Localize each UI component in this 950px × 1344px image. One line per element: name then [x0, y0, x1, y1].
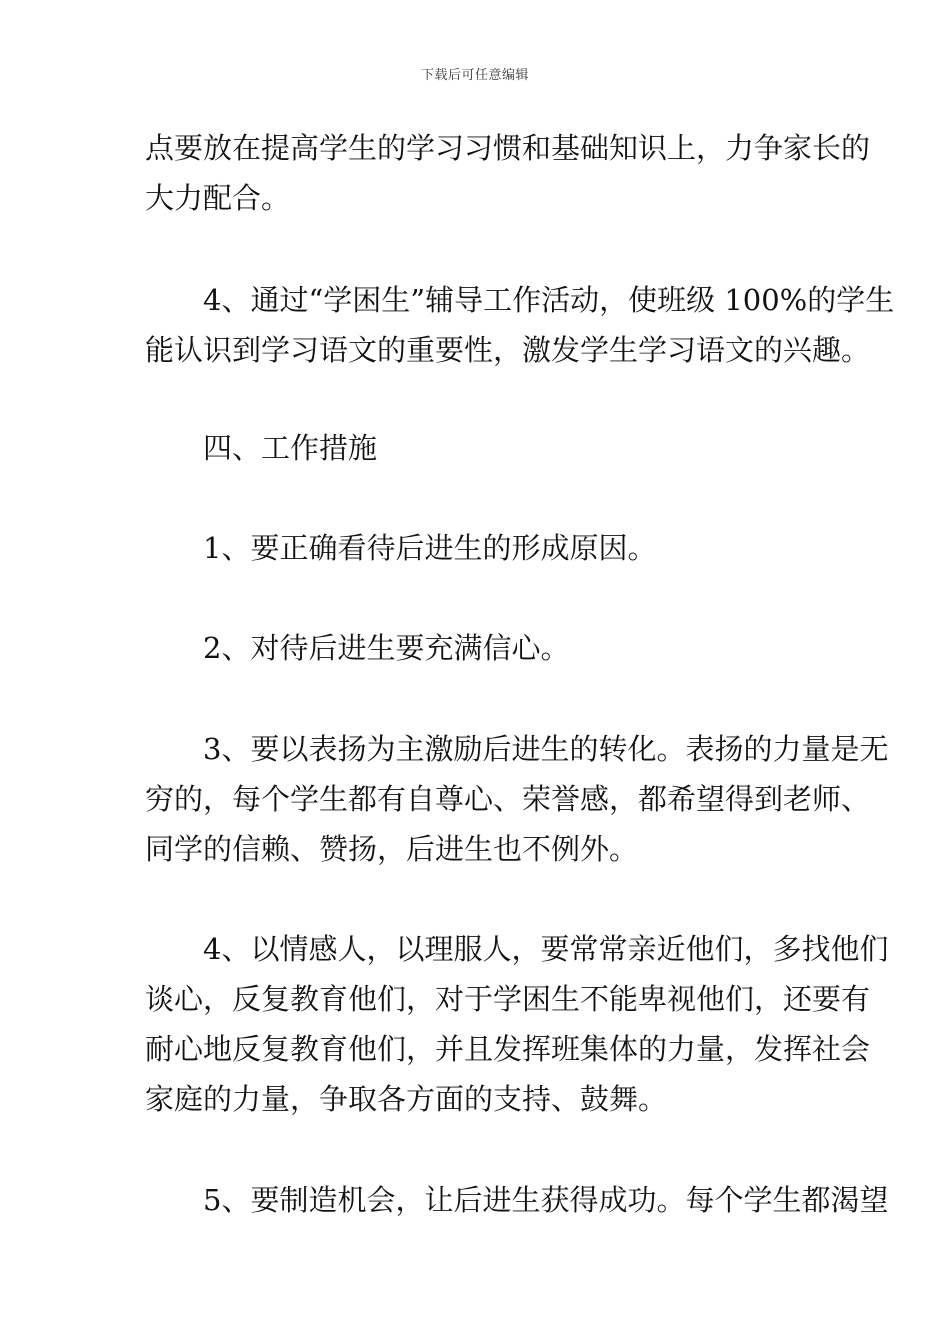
text-line: 3、要以表扬为主激励后进生的转化。表扬的力量是无	[145, 732, 889, 766]
text-line: 大力配合。	[145, 181, 291, 215]
text-line: 同学的信赖、赞扬，后进生也不例外。	[145, 832, 639, 866]
section-heading: 四、工作措施	[145, 431, 378, 465]
text-line: 耐心地反复教育他们，并且发挥班集体的力量，发挥社会	[145, 1032, 871, 1066]
text-line: 4、以情感人，以理服人，要常常亲近他们，多找他们	[145, 932, 889, 966]
text-line: 5、要制造机会，让后进生获得成功。每个学生都渴望	[145, 1183, 889, 1217]
text-line: 能认识到学习语文的重要性，激发学生学习语文的兴趣。	[145, 333, 871, 367]
text-line: 4、通过“学困生”辅导工作活动，使班级 100%的学生	[145, 283, 895, 317]
text-line: 点要放在提高学生的学习习惯和基础知识上，力争家长的	[145, 131, 871, 165]
text-line: 家庭的力量，争取各方面的支持、鼓舞。	[145, 1082, 668, 1116]
text-line: 2、对待后进生要充满信心。	[145, 631, 570, 665]
text-line: 穷的，每个学生都有自尊心、荣誉感，都希望得到老师、	[145, 782, 871, 816]
text-line: 谈心，反复教育他们，对于学困生不能卑视他们，还要有	[145, 982, 871, 1016]
page-header-note: 下载后可任意编辑	[420, 68, 529, 83]
text-line: 1、要正确看待后进生的形成原因。	[145, 531, 657, 565]
